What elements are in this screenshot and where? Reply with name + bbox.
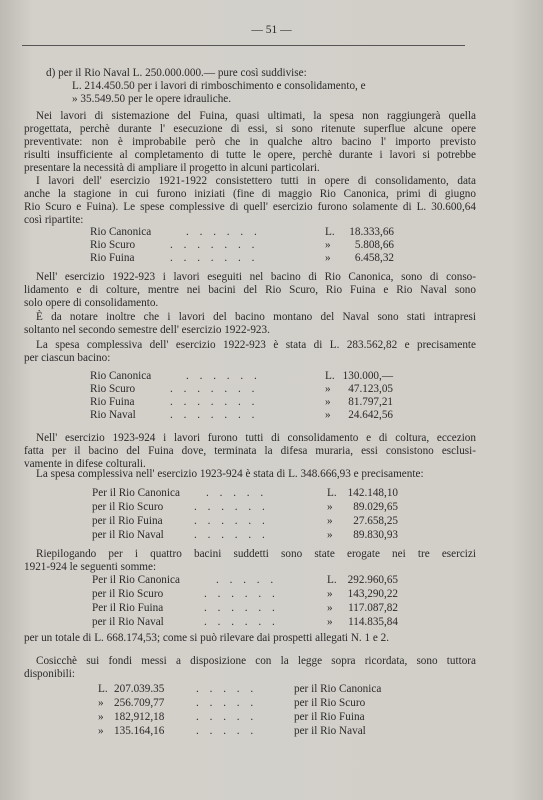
row-label: per il Rio Naval <box>92 616 164 628</box>
row-dots: . . . . . . <box>194 515 269 527</box>
row-currency: » <box>325 252 331 264</box>
intro-line-1: L. 214.450.50 per i lavori di rimboschimento e consolidamento, e <box>72 80 366 92</box>
text-line: Riepilogando per i quattro bacini suddetti sono state erogate nei tre esercizi <box>36 548 476 560</box>
row-amount: 207.039.35 <box>114 683 165 695</box>
paragraph-9 <box>24 655 476 681</box>
row-label: Per il Rio Canonica <box>92 574 180 586</box>
row-label: Rio Fuina <box>90 252 135 264</box>
row-currency: » <box>325 239 331 251</box>
row-label: Rio Scuro <box>90 383 136 395</box>
row-currency: L. <box>325 370 335 382</box>
text-line: vamente in difese colturali. <box>24 458 146 470</box>
paragraph-1 <box>24 110 476 175</box>
text-line: Nei lavori di sistemazione del Fuina, quasi ultimati, la spesa non raggiungerà quella <box>36 110 476 122</box>
row-dots: . . . . . . <box>204 602 279 614</box>
text-line: presentare la necessità di ampliare il progetto in alcuni particolari. <box>24 162 320 174</box>
row-dots: . . . . . <box>196 683 258 695</box>
row-amount: 89.029,65 <box>353 501 398 513</box>
text-line: per ciascun bacino: <box>24 352 111 364</box>
text-line: 1921-924 le seguenti somme: <box>24 561 157 573</box>
row-amount: 27.658,25 <box>353 515 398 527</box>
row-currency: L. <box>98 683 108 695</box>
intro-d-line: d) per il Rio Naval L. 250.000.000.— pure così suddivise: <box>46 67 307 79</box>
row-dots: . . . . . . <box>186 226 261 238</box>
total-line: per un totale di L. 668.174,53; come si può rilevare dai prospetti allegati N. 1 e 2. <box>24 632 390 644</box>
paragraph-7 <box>24 468 476 481</box>
row-currency: » <box>327 529 333 541</box>
row-amount: 89.830,93 <box>353 529 398 541</box>
row-label: Rio Canonica <box>90 226 152 238</box>
row-amount: 6.458,32 <box>354 252 394 264</box>
row-currency: » <box>327 515 333 527</box>
row-dots: . . . . . <box>196 697 258 709</box>
row-dots: . . . . . . <box>204 588 279 600</box>
row-currency: » <box>325 383 331 395</box>
row-amount: 18.333,66 <box>349 226 394 238</box>
row-currency: » <box>327 501 333 513</box>
row-currency: » <box>327 602 333 614</box>
paragraph-3 <box>24 271 476 310</box>
text-line: È da notare inoltre che i lavori del bacino montano del Naval sono stati intrapresi <box>36 311 476 323</box>
text-line: Cosicchè sui fondi messi a disposizione con la legge sopra ricordata, sono tuttora <box>36 655 476 667</box>
row-amount: 47.123,05 <box>348 383 393 395</box>
row-amount: 114.835,84 <box>348 616 398 628</box>
row-dots: . . . . . . <box>194 529 269 541</box>
row-amount: 5.808,66 <box>354 239 394 251</box>
row-dots: . . . . . <box>196 711 258 723</box>
row-label: Rio Scuro <box>90 239 136 251</box>
row-currency: L. <box>327 574 337 586</box>
paragraph-4 <box>24 311 476 337</box>
paragraph-5 <box>24 339 476 365</box>
row-currency: » <box>98 725 104 737</box>
row-dots: . . . . . . . <box>170 239 259 251</box>
row-currency: L. <box>325 226 335 238</box>
text-line: così ripartite: <box>24 214 84 226</box>
text-line: solo opere di consolidamento. <box>24 297 159 309</box>
row-dots: . . . . . . <box>204 616 279 628</box>
row-currency: » <box>325 396 331 408</box>
row-label: Rio Fuina <box>90 396 135 408</box>
row-amount: 142.148,10 <box>347 487 398 499</box>
row-amount: 81.797,21 <box>348 396 393 408</box>
row-amount: 117.087,82 <box>348 602 398 614</box>
row-dots: . . . . . . <box>194 501 269 513</box>
paragraph-6 <box>24 432 476 471</box>
text-line: Nell' esercizio 1923-924 i lavori furono tutti di consolidamento e di coltura, eccezion <box>36 432 476 444</box>
row-amount: 130.000,— <box>342 370 393 382</box>
intro-line-2: » 35.549.50 per le opere idrauliche. <box>72 93 232 105</box>
row-label: per il Rio Canonica <box>294 683 382 695</box>
row-label: per il Rio Scuro <box>92 588 164 600</box>
row-dots: . . . . . <box>196 725 258 737</box>
row-currency: » <box>327 588 333 600</box>
header-rule <box>22 45 465 46</box>
row-label: per il Rio Naval <box>294 725 366 737</box>
row-dots: . . . . . . . <box>170 396 259 408</box>
text-line: anche la stagione in cui furono iniziati (fine di maggio Rio Canonica, primi di giugno <box>24 188 476 200</box>
row-currency: » <box>325 409 331 421</box>
text-line: disponibili: <box>24 668 75 680</box>
text-line: progettata, perchè durante l' esecuzione di essi, si sono ritenute superflue alcune opere <box>24 123 476 135</box>
row-label: per il Rio Naval <box>92 529 164 541</box>
paragraph-2 <box>24 175 476 227</box>
text-line: risulti insufficiente al completamento di tutte le opere, perchè durante i lavori si potrebbe <box>24 149 476 161</box>
row-label: per il Rio Fuina <box>92 515 163 527</box>
row-label: Per il Rio Fuina <box>92 602 164 614</box>
row-amount: 24.642,56 <box>348 409 393 421</box>
text-line: La spesa complessiva dell' esercizio 1922-923 è stata di L. 283.562,82 e precisamente <box>36 339 476 351</box>
text-line: Rio Scuro e Fuina). Le spese complessive di quell' esercizio furono solamente di L. 30.600,64 <box>24 201 476 213</box>
row-dots: . . . . . . . <box>170 383 259 395</box>
row-currency: » <box>327 616 333 628</box>
row-amount: 135.164,16 <box>114 725 165 737</box>
row-label: Per il Rio Canonica <box>92 487 180 499</box>
row-dots: . . . . . . . <box>170 252 259 264</box>
row-label: per il Rio Scuro <box>92 501 164 513</box>
row-label: per il Rio Scuro <box>294 697 366 709</box>
row-dots: . . . . . <box>206 487 268 499</box>
text-line: fatta per il bacino del Fuina dove, terminata la difesa muraria, essi consistono esclusi- <box>24 445 476 457</box>
row-label: Rio Naval <box>90 409 136 421</box>
text-line: preventivate: non è improbabile però che in qualche altro bacino l' importo previsto <box>24 136 476 148</box>
text-line: I lavori dell' esercizio 1921-1922 consistettero tutti in opere di consolidamento, data <box>36 175 476 187</box>
row-label: Rio Canonica <box>90 370 152 382</box>
row-amount: 143,290,22 <box>347 588 398 600</box>
text-line: soltanto nel secondo semestre dell' esercizio 1922-923. <box>24 324 270 336</box>
text-line: La spesa complessiva nell' esercizio 1923-924 è stata di L. 348.666,93 e precisamente: <box>36 468 424 480</box>
row-amount: 256.709,77 <box>114 697 165 709</box>
row-currency: L. <box>327 487 337 499</box>
text-line: Nell' esercizio 1922-923 i lavori eseguiti nel bacino di Rio Canonica, sono di conso- <box>36 271 476 283</box>
row-dots: . . . . . <box>216 574 278 586</box>
row-dots: . . . . . . . <box>170 409 259 421</box>
row-amount: 292.960,65 <box>347 574 398 586</box>
row-amount: 182,912,18 <box>114 711 165 723</box>
row-currency: » <box>98 697 104 709</box>
row-label: per il Rio Fuina <box>294 711 365 723</box>
paragraph-8 <box>24 548 476 574</box>
row-currency: » <box>98 711 104 723</box>
row-dots: . . . . . . <box>186 370 261 382</box>
text-line: lidamento e di colture, mentre nei bacini del Rio Scuro, Rio Fuina e Rio Naval sono <box>24 284 476 296</box>
page-number: — 51 — <box>251 24 292 36</box>
